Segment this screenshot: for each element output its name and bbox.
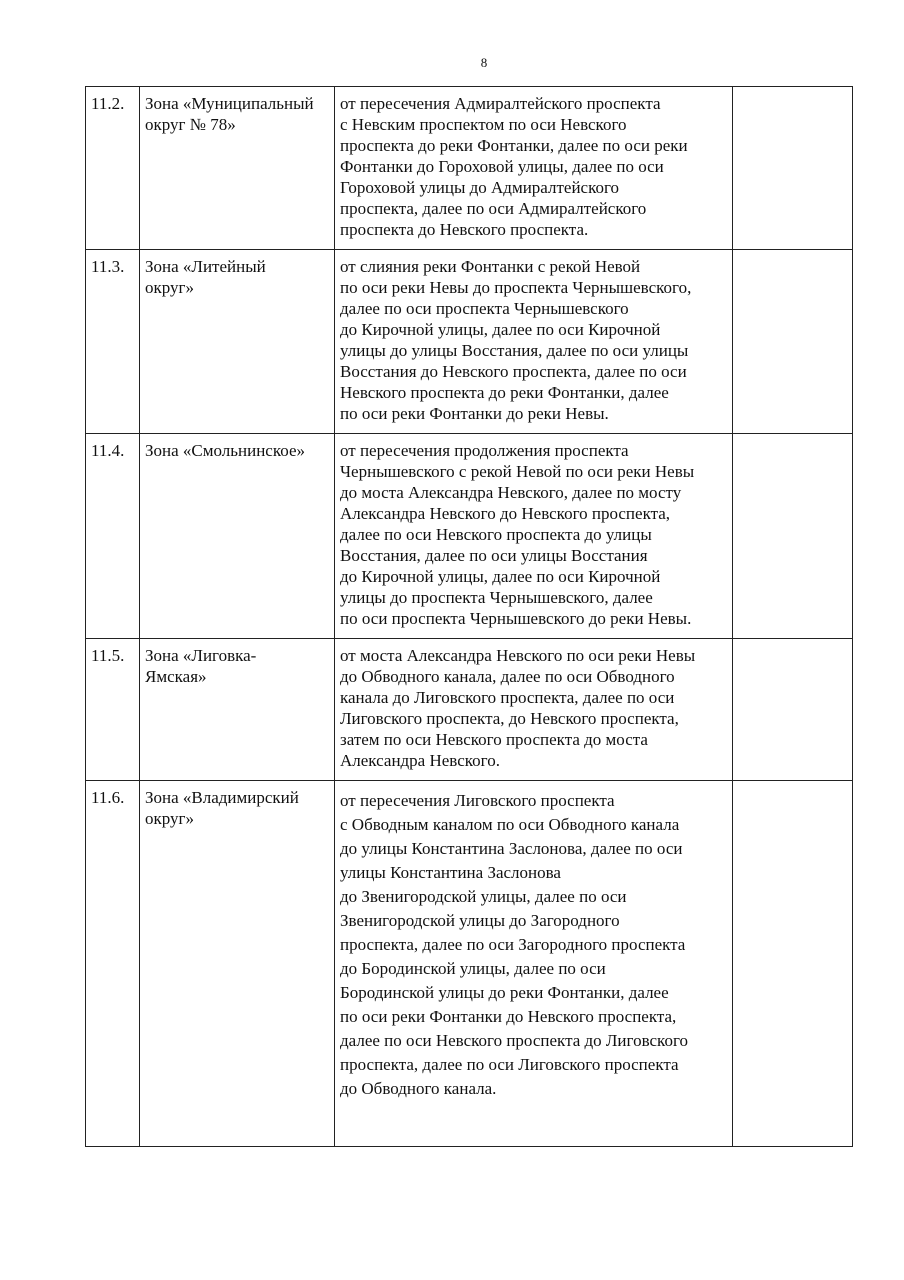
zone-name	[140, 639, 335, 781]
zone-name	[140, 87, 335, 250]
description-line: Восстания, далее по оси улицы Восстания	[340, 546, 648, 565]
description-line: от пересечения Адмиралтейского проспекта	[340, 94, 661, 113]
zone-name	[140, 781, 335, 1147]
description-line: до Кирочной улицы, далее по оси Кирочной	[340, 320, 661, 339]
description-line: Звенигородской улицы до Загородного	[340, 911, 620, 930]
zone-name-line: Зона «Владимирский	[145, 788, 299, 807]
description-line: проспекта, далее по оси Адмиралтейского	[340, 199, 647, 218]
description-line: от пересечения Лиговского проспекта	[340, 791, 615, 810]
row-number: 11.3.	[86, 250, 140, 434]
table-row	[86, 639, 853, 781]
description-line: по оси реки Фонтанки до Невского проспекта,	[340, 1007, 677, 1026]
description-line: проспекта до реки Фонтанки, далее по оси реки	[340, 136, 688, 155]
description-line: до Звенигородской улицы, далее по оси	[340, 887, 627, 906]
zone-boundary-description	[335, 87, 733, 250]
description-line: улицы до проспекта Чернышевского, далее	[340, 588, 653, 607]
zone-name-line: Зона «Лиговка-	[145, 646, 257, 665]
row-number: 11.4.	[86, 434, 140, 639]
empty-cell	[733, 87, 853, 250]
zones-table	[85, 86, 853, 1147]
description-line: до моста Александра Невского, далее по мосту	[340, 483, 682, 502]
description-line: проспекта до Невского проспекта.	[340, 220, 589, 239]
table-row	[86, 250, 853, 434]
empty-cell	[733, 250, 853, 434]
description-line: по оси проспекта Чернышевского до реки Невы.	[340, 609, 692, 628]
description-line: до Обводного канала.	[340, 1079, 497, 1098]
zones-table-body	[86, 87, 853, 1147]
zone-boundary-description	[335, 781, 733, 1147]
description-line: до улицы Константина Заслонова, далее по оси	[340, 839, 683, 858]
table-row	[86, 781, 853, 1147]
zone-name-line: округ»	[145, 809, 195, 828]
zone-name	[140, 250, 335, 434]
description-line: канала до Лиговского проспекта, далее по оси	[340, 688, 675, 707]
zone-name-line: Зона «Литейный	[145, 257, 266, 276]
row-number: 11.6.	[86, 781, 140, 1147]
table-row	[86, 87, 853, 250]
empty-cell	[733, 434, 853, 639]
zone-name-line: Зона «Смольнинское»	[145, 441, 306, 460]
description-line: далее по оси Невского проспекта до Лиговского	[340, 1031, 688, 1050]
zone-name-line: округ»	[145, 278, 195, 297]
row-number: 11.5.	[86, 639, 140, 781]
zone-name	[140, 434, 335, 639]
description-line: по оси реки Невы до проспекта Чернышевского,	[340, 278, 692, 297]
description-line: до Кирочной улицы, далее по оси Кирочной	[340, 567, 661, 586]
row-number: 11.2.	[86, 87, 140, 250]
description-line: Лиговского проспекта, до Невского проспекта,	[340, 709, 679, 728]
description-line: улицы до улицы Восстания, далее по оси улицы	[340, 341, 689, 360]
description-line: от слияния реки Фонтанки с рекой Невой	[340, 257, 641, 276]
description-line: до Бородинской улицы, далее по оси	[340, 959, 606, 978]
description-line: Фонтанки до Гороховой улицы, далее по оси	[340, 157, 664, 176]
description-line: от пересечения продолжения проспекта	[340, 441, 629, 460]
zone-name-line: округ № 78»	[145, 115, 236, 134]
description-line: затем по оси Невского проспекта до моста	[340, 730, 648, 749]
description-line: Восстания до Невского проспекта, далее по оси	[340, 362, 687, 381]
description-line: от моста Александра Невского по оси реки Невы	[340, 646, 696, 665]
zone-boundary-description	[335, 250, 733, 434]
description-line: до Обводного канала, далее по оси Обводного	[340, 667, 675, 686]
zone-name-line: Ямская»	[145, 667, 207, 686]
page-number: 8	[480, 55, 488, 70]
description-line: Бородинской улицы до реки Фонтанки, далее	[340, 983, 669, 1002]
zone-boundary-description	[335, 434, 733, 639]
description-line: Гороховой улицы до Адмиралтейского	[340, 178, 620, 197]
empty-cell	[733, 781, 853, 1147]
description-line: по оси реки Фонтанки до реки Невы.	[340, 404, 609, 423]
zone-boundary-description	[335, 639, 733, 781]
description-line: Невского проспекта до реки Фонтанки, далее	[340, 383, 669, 402]
description-line: далее по оси проспекта Чернышевского	[340, 299, 629, 318]
description-line: проспекта, далее по оси Загородного проспекта	[340, 935, 686, 954]
description-line: Александра Невского до Невского проспекта,	[340, 504, 671, 523]
description-line: с Обводным каналом по оси Обводного канала	[340, 815, 680, 834]
description-line: улицы Константина Заслонова	[340, 863, 561, 882]
description-line: далее по оси Невского проспекта до улицы	[340, 525, 652, 544]
description-line: Александра Невского.	[340, 751, 500, 770]
description-line: проспекта, далее по оси Лиговского проспекта	[340, 1055, 679, 1074]
table-row	[86, 434, 853, 639]
description-line: Чернышевского с рекой Невой по оси реки Невы	[340, 462, 695, 481]
zone-name-line: Зона «Муниципальный	[145, 94, 314, 113]
description-line: с Невским проспектом по оси Невского	[340, 115, 627, 134]
empty-cell	[733, 639, 853, 781]
